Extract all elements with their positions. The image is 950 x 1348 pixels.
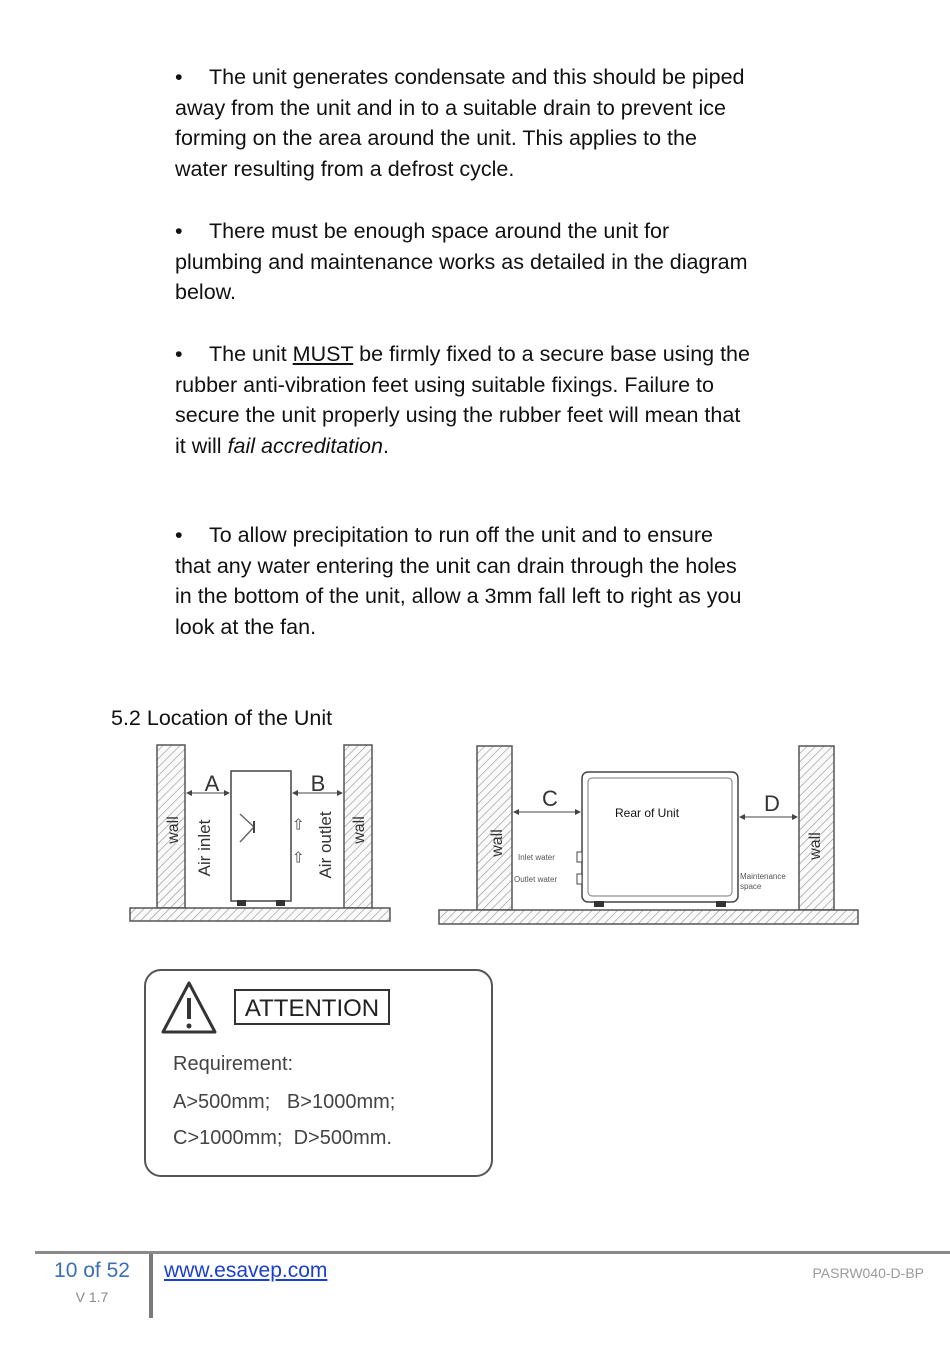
unit-side-view xyxy=(231,771,291,901)
outlet-water-port xyxy=(577,874,582,884)
dimension-d-label: D xyxy=(764,791,780,816)
maintenance-space-label: Maintenance xyxy=(740,872,786,881)
bullet-line: look at the fan. xyxy=(175,614,317,639)
bullet-line: secure the unit properly using the rubber feet will mean that xyxy=(175,403,741,427)
left-wall-label: wall xyxy=(165,816,182,844)
ground-slab xyxy=(439,910,858,924)
unit-foot xyxy=(716,901,726,907)
bullet-dot-icon: • xyxy=(175,342,183,366)
bullet-line: it will fail accreditation. xyxy=(175,433,389,458)
ground-slab xyxy=(130,908,390,921)
left-wall-shape xyxy=(477,746,512,910)
bullet-line: water resulting from a defrost cycle. xyxy=(175,156,515,181)
airflow-arrow-icon: ⇨ xyxy=(290,817,307,830)
left-wall-label: wall xyxy=(489,829,506,857)
right-wall-label: wall xyxy=(807,832,824,860)
bullet-line: that any water entering the unit can drain through the holes xyxy=(175,553,737,578)
unit-foot xyxy=(276,900,285,906)
unit-foot xyxy=(594,901,604,907)
bullet-line: forming on the area around the unit. This applies to the xyxy=(175,126,697,150)
inlet-water-port xyxy=(577,852,582,862)
requirement-label: Requirement: xyxy=(173,1053,294,1075)
bullet-line: in the bottom of the unit, allow a 3mm fall left to right as you xyxy=(175,584,742,608)
bullet-line: • The unit generates condensate and this should be piped xyxy=(175,62,815,93)
rear-of-unit-label: Rear of Unit xyxy=(615,806,680,820)
website-link[interactable]: www.esavep.com xyxy=(164,1259,328,1282)
unit-foot xyxy=(237,900,246,906)
requirement-line-2: C>1000mm; D>500mm. xyxy=(173,1127,392,1149)
bullet-line: below. xyxy=(175,280,236,304)
bullet-line: rubber anti-vibration feet using suitable fixings. Failure to xyxy=(175,372,714,397)
section-heading: 5.2 Location of the Unit xyxy=(111,706,333,730)
unit-rear-view xyxy=(582,772,738,902)
document-reference: PASRW040-D-BP xyxy=(812,1265,924,1281)
maintenance-space-label: space xyxy=(740,882,762,891)
bullet-dot-icon: • xyxy=(175,219,183,243)
dimension-a-label: A xyxy=(204,771,220,796)
emphasis-fail-accreditation: fail accreditation xyxy=(227,433,383,458)
air-inlet-label: Air inlet xyxy=(195,819,214,877)
outlet-water-label: Outlet water xyxy=(514,875,558,884)
footer-divider xyxy=(149,1254,153,1318)
attention-title: ATTENTION xyxy=(244,995,380,1022)
warning-exclamation-dot xyxy=(187,1024,192,1029)
footer-rule xyxy=(35,1251,950,1254)
page-number: 10 of 52 xyxy=(54,1259,130,1282)
rear-view-diagram xyxy=(439,746,858,924)
bullet-line: away from the unit and in to a suitable drain to prevent ice xyxy=(175,95,726,120)
dimension-c-label: C xyxy=(542,786,558,811)
version-label: V 1.7 xyxy=(75,1289,109,1305)
right-wall-label: wall xyxy=(351,816,368,844)
bullet-line: • There must be enough space around the unit for xyxy=(175,216,815,247)
airflow-arrow-icon: ⇨ xyxy=(290,850,307,863)
bullet-dot-icon: • xyxy=(175,65,183,89)
bullet-dot-icon: • xyxy=(175,523,183,547)
air-outlet-label: Air outlet xyxy=(316,811,335,879)
bullet-line: • The unit MUST be firmly fixed to a secure base using the xyxy=(175,339,815,370)
side-view-diagram xyxy=(130,745,390,921)
inlet-water-label: Inlet water xyxy=(518,853,555,862)
emphasis-must: MUST xyxy=(292,342,354,366)
bullet-line: • To allow precipitation to run off the unit and to ensure xyxy=(175,520,815,551)
bullet-line: plumbing and maintenance works as detailed in the diagram xyxy=(175,249,748,274)
right-wall-shape xyxy=(799,746,834,910)
requirement-line-1: A>500mm; B>1000mm; xyxy=(173,1091,396,1113)
attention-panel xyxy=(145,970,492,1176)
dimension-b-label: B xyxy=(310,771,326,796)
